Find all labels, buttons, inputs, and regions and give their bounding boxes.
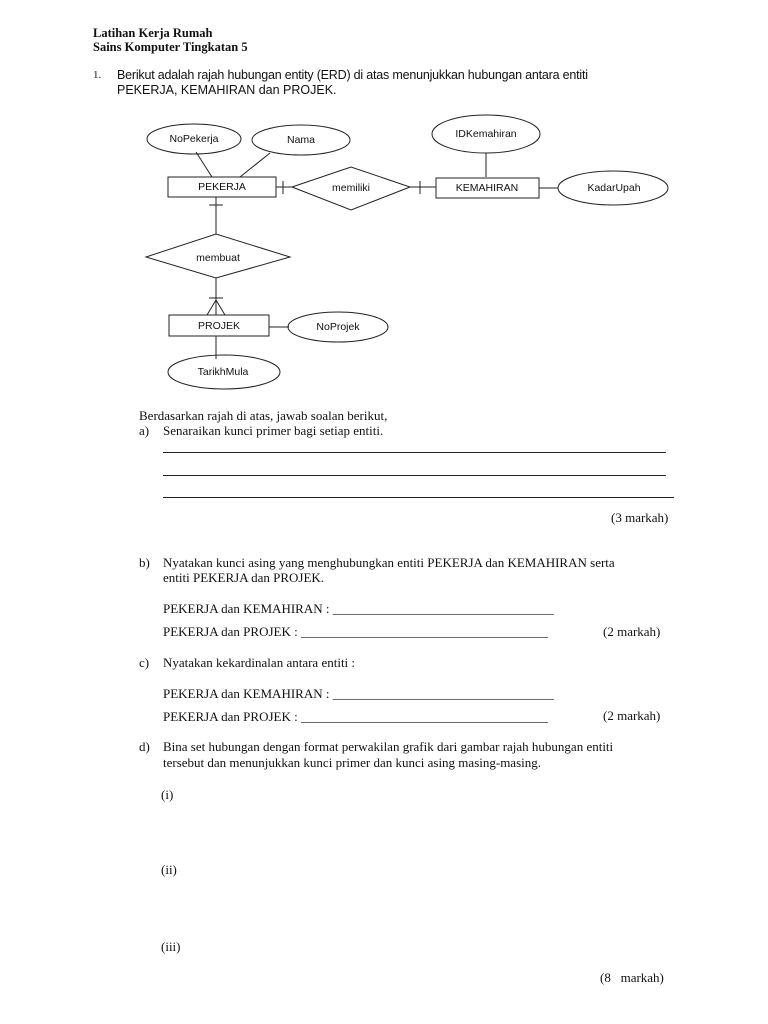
entity-kemahiran-label: KEMAHIRAN [455,182,519,194]
part-d-text-line1: Bina set hubungan dengan format perwakilan grafik dari gambar rajah hubungan entiti [163,739,614,754]
worksheet-subtitle: Sains Komputer Tingkatan 5 [93,40,248,54]
part-b-text-line2: entiti PEKERJA dan PROJEK. [163,570,325,585]
part-b-marks: (2 markah) [603,624,661,639]
attribute-nopekerja-label: NoPekerja [169,133,219,145]
part-a-text: Senaraikan kunci primer bagi setiap entiti. [163,423,384,438]
part-a-marks: (3 markah) [611,510,669,525]
answer-line[interactable] [163,452,666,453]
part-d-item-iii: (iii) [161,939,181,954]
connector-nama [240,153,270,177]
attribute-noprojek-label: NoProjek [316,321,360,333]
attribute-nama-label: Nama [286,134,316,146]
part-c-marks: (2 markah) [603,708,661,723]
connector-nopekerja [196,152,212,177]
question-number: 1. [93,69,102,81]
question-intro-line1: Berikut adalah rajah hubungan entity (ERD) di atas menunjukkan hubungan antara entiti [117,68,588,82]
part-a-label: a) [139,423,150,438]
part-d-text-line2: tersebut dan menunjukkan kunci primer dan kunci asing masing-masing. [163,755,541,770]
part-d-item-i: (i) [161,787,174,802]
cardinality-many-left [207,300,216,315]
cardinality-many-right [216,300,225,315]
attribute-kadarupah-label: KadarUpah [587,182,641,194]
part-c-answer-pekerja-kemahiran[interactable]: PEKERJA dan KEMAHIRAN : __________________________________ [163,686,554,701]
attribute-tarikhmula-label: TarikhMula [197,366,249,378]
relationship-memiliki-label: memiliki [332,182,370,194]
entity-pekerja-label: PEKERJA [198,181,246,193]
questions-prompt: Berdasarkan rajah di atas, jawab soalan berikut, [139,408,388,423]
part-c-text: Nyatakan kekardinalan antara entiti : [163,655,356,670]
relationship-membuat-label: membuat [196,252,240,264]
attribute-idkemahiran-label: IDKemahiran [455,128,517,140]
part-b-answer-pekerja-projek[interactable]: PEKERJA dan PROJEK : ______________________________________ [163,624,548,639]
part-d-item-ii: (ii) [161,862,177,877]
question-intro-line2: PEKERJA, KEMAHIRAN dan PROJEK. [117,83,337,97]
part-d-marks: (8 markah) [600,970,664,985]
entity-projek-label: PROJEK [197,320,241,332]
part-b-text-line1: Nyatakan kunci asing yang menghubungkan entiti PEKERJA dan KEMAHIRAN serta [163,555,615,570]
part-b-answer-pekerja-kemahiran[interactable]: PEKERJA dan KEMAHIRAN : __________________________________ [163,601,554,616]
part-d-label: d) [139,739,150,754]
answer-line[interactable] [163,475,666,476]
answer-line[interactable] [163,497,674,498]
part-c-answer-pekerja-projek[interactable]: PEKERJA dan PROJEK : ______________________________________ [163,709,548,724]
part-b-label: b) [139,555,150,570]
part-c-label: c) [139,655,150,670]
worksheet-title: Latihan Kerja Rumah [93,26,213,40]
